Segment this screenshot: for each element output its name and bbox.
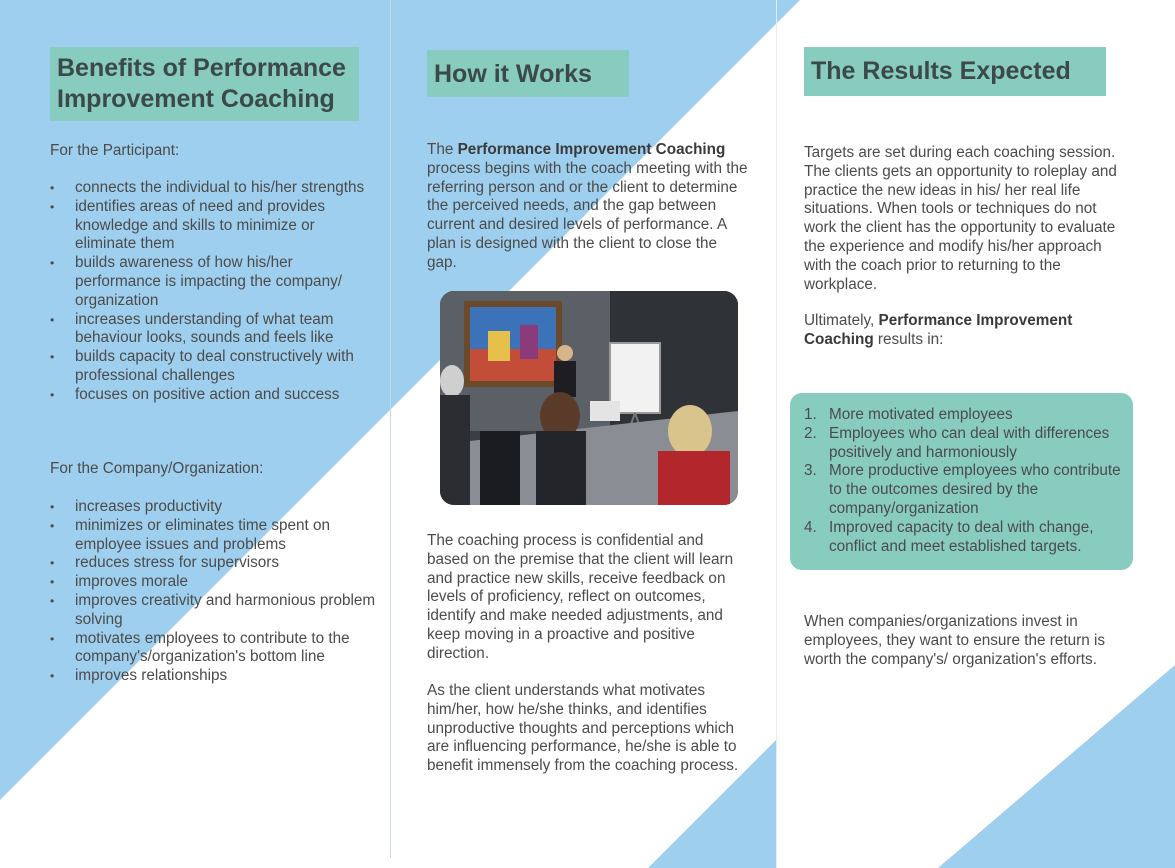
benefits-heading-line1: Benefits of Performance (57, 54, 346, 82)
how-intro-bold: Performance Improvement Coaching (457, 141, 726, 158)
how-intro-paragraph (427, 141, 749, 273)
list-item (804, 406, 1124, 425)
participant-label: For the Participant: (50, 142, 180, 159)
list-text: Employees who can deal with differences positively and harmoniously (829, 424, 1110, 461)
list-item: • identifies areas of need and provides knowledge and skills to minimize or eliminate them (50, 198, 375, 254)
list-text: Improved capacity to deal with change, conflict and meet established targets. (829, 518, 1094, 555)
how-it-works-panel (391, 0, 776, 868)
list-item: • motivates employees to contribute to the company's/organization's bottom line (50, 630, 380, 668)
list-item: • improves creativity and harmonious problem solving (50, 592, 380, 630)
results-paragraph-1: Targets are set during each coaching session. The clients gets an opportunity to roleplay and practice the new ideas in his/ her real life situations. When tools or techniques do not work the client has the opportunity to evaluate the experience and modify his/her approach with the coach prior to returning to the workplace. (804, 144, 1117, 293)
benefits-heading (50, 47, 359, 121)
list-item: • improves relationships (50, 667, 380, 686)
results-heading: The Results Expected (804, 47, 1106, 96)
list-item: • focuses on positive action and success (50, 386, 375, 405)
participant-benefits-list (50, 179, 375, 405)
results-para2-rest: results in: (873, 330, 944, 348)
results-paragraph-2 (804, 312, 1124, 350)
list-number: 3. (804, 462, 817, 480)
how-intro-prefix: The (427, 141, 458, 158)
how-intro-rest: process begins with the coach meeting with the referring person and or the client to determine the perceived needs, and the gap between current and desired levels of performance. A plan is designed with the client to close the gap. (427, 159, 748, 271)
benefits-heading-line2: Improvement Coaching (57, 85, 335, 113)
list-item (804, 519, 1124, 557)
company-label: For the Company/Organization: (50, 460, 264, 477)
list-item: • improves morale (50, 573, 380, 592)
list-number: 4. (804, 518, 817, 536)
list-text: More productive employees who contribute to the outcomes desired by the company/organization (829, 462, 1121, 517)
coaching-session-photo (440, 291, 738, 505)
list-item: • minimizes or eliminates time spent on employee issues and problems (50, 517, 380, 555)
list-number: 1. (804, 406, 817, 423)
benefits-panel (0, 0, 390, 868)
list-item (804, 462, 1124, 518)
company-benefits-list (50, 498, 380, 686)
results-closing: When companies/organizations invest in employees, they want to ensure the return is worth the company's/ organization's efforts. (804, 613, 1106, 668)
list-text: More motivated employees (829, 406, 1013, 423)
list-item: • builds awareness of how his/her performance is impacting the company/ organization (50, 254, 375, 310)
list-item: • increases productivity (50, 498, 380, 517)
how-paragraph-3: As the client understands what motivates him/her, how he/she thinks, and identifies unproductive thoughts and perceptions which are influencing performance, he/she is able to benefit immensely from the coaching process. (427, 682, 739, 775)
results-list (804, 406, 1124, 556)
list-number: 2. (804, 424, 817, 442)
list-item: • reduces stress for supervisors (50, 554, 380, 573)
list-item: • connects the individual to his/her strengths (50, 179, 375, 198)
results-panel (777, 0, 1175, 868)
list-item: • increases understanding of what team behaviour looks, sounds and feels like (50, 311, 375, 349)
results-para2-prefix: Ultimately, (804, 312, 879, 329)
results-para2-bold: Performance Improvement Coaching (804, 312, 1073, 348)
how-it-works-heading: How it Works (427, 50, 629, 97)
list-item: • builds capacity to deal constructively with professional challenges (50, 348, 375, 386)
how-paragraph-2: The coaching process is confidential and based on the premise that the client will learn and practice new skills, receive feedback on levels of proficiency, reflect on outcomes, identify and make needed adjustments, and keep moving in a proactive and positive direction. (427, 532, 734, 662)
list-item (804, 425, 1124, 463)
